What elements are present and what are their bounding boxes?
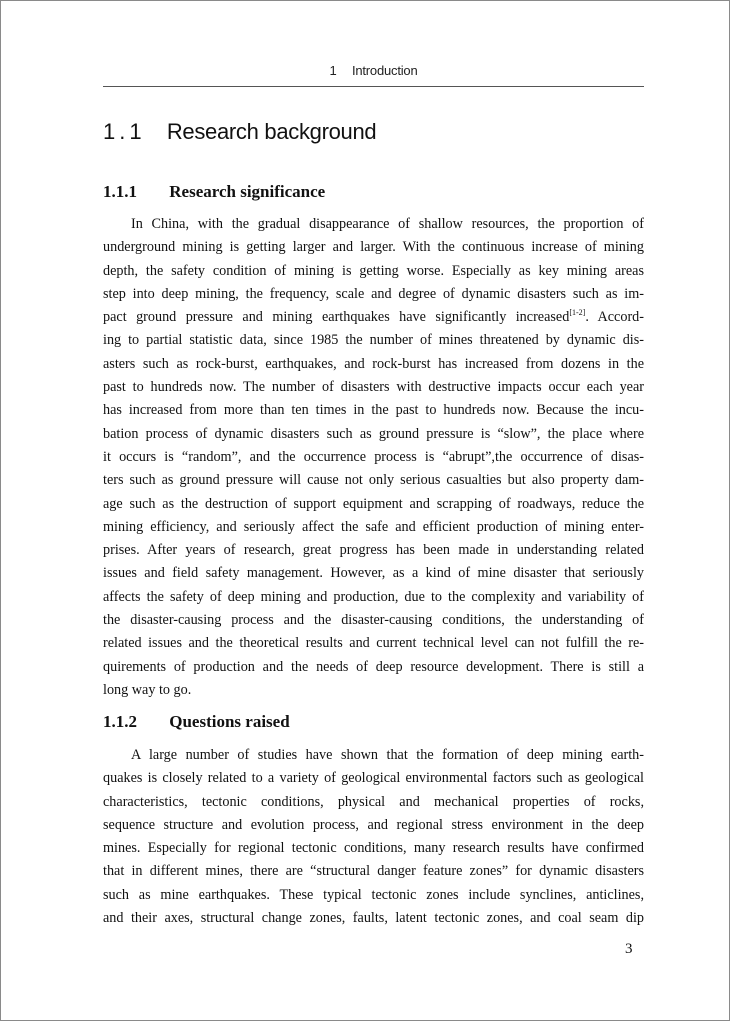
- text-line: quirements of production and the needs of deep resource development. There is still a: [103, 658, 644, 675]
- subsection-title: Questions raised: [169, 712, 290, 731]
- running-header: [103, 63, 644, 78]
- text-line: quakes is closely related to a variety of geological environmental factors such as geological: [103, 770, 644, 787]
- text-line: mining efficiency, and seriously affect the safe and efficient production of mining enter-: [103, 518, 644, 535]
- text-line: that in different mines, there are “structural danger feature zones” for dynamic disasters: [103, 863, 644, 880]
- header-rule: [103, 86, 644, 87]
- text-line: has increased from more than ten times in the past to hundreds now. Because the incu-: [103, 402, 644, 419]
- subsection-title: Research significance: [169, 182, 326, 201]
- text-line: In China, with the gradual disappearance of shallow resources, the proportion of: [131, 216, 644, 232]
- text-line: asters such as rock-burst, earthquakes, and rock-burst has increased from dozens in the: [103, 355, 644, 372]
- subsection-heading-questions: [103, 712, 290, 732]
- text-line: prises. After years of research, great progress has been made in understanding related: [103, 542, 644, 559]
- text-line: and their axes, structural change zones, faults, latent tectonic zones, and coal seam dip: [103, 910, 644, 927]
- text-line: related issues and the theoretical results and current technical level can not fulfill the re-: [103, 635, 644, 652]
- text-line: the disaster-causing process and the disaster-causing conditions, the understanding of: [103, 612, 644, 629]
- paragraph-significance: [103, 213, 644, 702]
- text-line: long way to go.: [103, 681, 192, 698]
- section-number: 1.1: [103, 119, 146, 144]
- text-line: past to hundreds now. The number of disasters with destructive impacts occur each year: [103, 379, 644, 396]
- citation: [1-2]: [569, 308, 586, 318]
- text-line: such as mine earthquakes. These typical tectonic zones include synclines, anticlines,: [103, 886, 644, 903]
- chapter-title: Introduction: [351, 63, 418, 78]
- chapter-number: 1: [329, 63, 337, 78]
- text-line: bation process of dynamic disasters such as ground pressure is “slow”, the place where: [103, 425, 644, 442]
- text-line: underground mining is getting larger and larger. With the continuous increase of mining: [103, 239, 644, 256]
- text-line-with-citation: [103, 306, 644, 329]
- text-line: age such as the destruction of support equipment and scrapping of roadways, reduce the: [103, 495, 644, 512]
- text-line: mines. Especially for regional tectonic conditions, many research results have confirmed: [103, 840, 644, 857]
- text-line: issues and field safety management. However, as a kind of mine disaster that seriously: [103, 565, 644, 582]
- text-fragment: pact ground pressure and mining earthquakes have significantly increased: [103, 309, 570, 326]
- paragraph-questions: [103, 744, 644, 930]
- section-title: Research background: [166, 119, 377, 144]
- text-line: depth, the safety condition of mining is getting worse. Especially as key mining areas: [103, 262, 644, 279]
- text-line: step into deep mining, the frequency, scale and degree of dynamic disasters such as im-: [103, 285, 644, 302]
- page-number: 3: [625, 941, 633, 957]
- text-line: characteristics, tectonic conditions, physical and mechanical properties of rocks,: [103, 793, 644, 810]
- text-line: ters such as ground pressure will cause not only serious casualties but also property dam-: [103, 472, 644, 489]
- text-line: ing to partial statistic data, since 1985 the number of mines threatened by dynamic dis-: [103, 332, 644, 349]
- text-line: it occurs is “random”, and the occurrence process is “abrupt”,the occurrence of disas-: [103, 448, 644, 465]
- text-line: sequence structure and evolution process, and regional stress environment in the deep: [103, 816, 644, 833]
- subsection-number: 1.1.2: [103, 712, 137, 731]
- text-line: A large number of studies have shown that the formation of deep mining earth-: [131, 747, 644, 763]
- subsection-heading-significance: [103, 182, 325, 202]
- text-fragment: . Accord-: [585, 309, 644, 326]
- section-heading: [103, 119, 376, 145]
- text-line: affects the safety of deep mining and production, due to the complexity and variability of: [103, 588, 644, 605]
- subsection-number: 1.1.1: [103, 182, 137, 201]
